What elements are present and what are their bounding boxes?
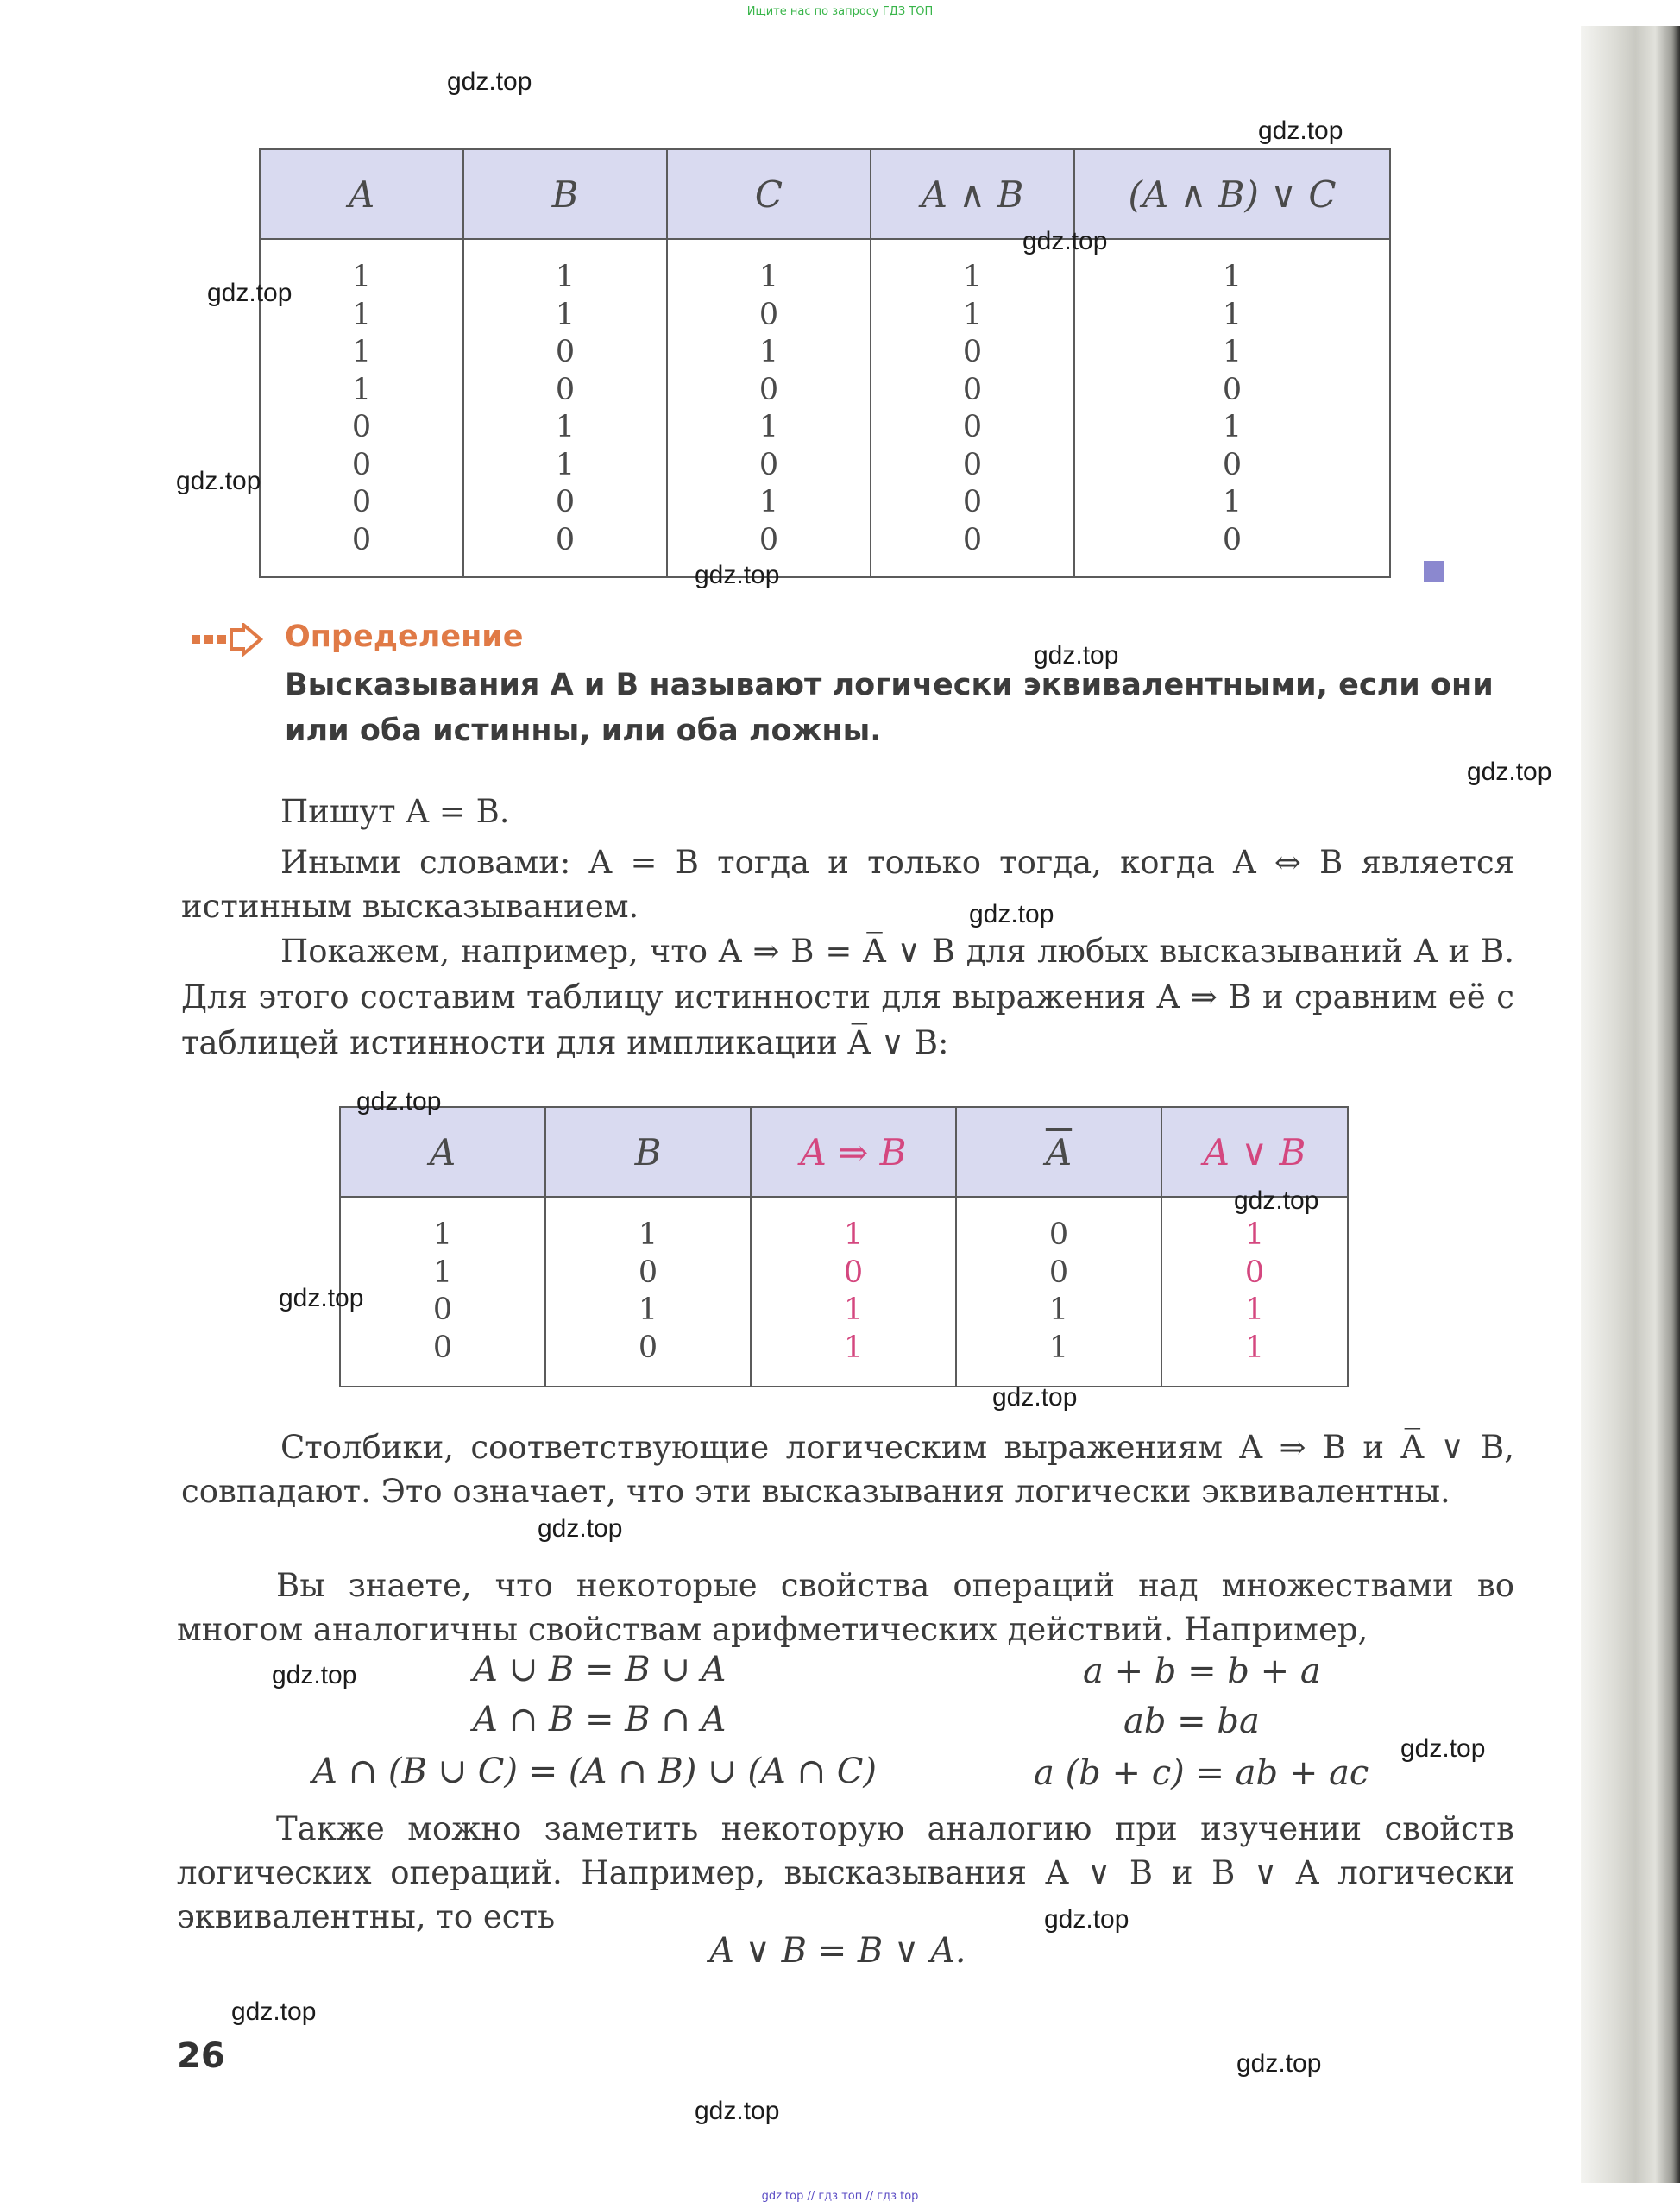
- t2-header: A ⇒ B: [751, 1107, 956, 1197]
- watermark: gdz.top: [695, 2097, 780, 2125]
- paragraph: [177, 1807, 1514, 1939]
- t1-header: A: [260, 149, 463, 239]
- truth-table-1: [259, 148, 1391, 578]
- t2-header: A: [340, 1107, 545, 1197]
- paragraph: [181, 840, 1514, 928]
- formula: A ∩ B = B ∩ A: [473, 1700, 727, 1739]
- t2-header: B: [545, 1107, 751, 1197]
- watermark: gdz.top: [279, 1284, 364, 1312]
- t1-col: 1 1 1 0 1 0 1 0: [1074, 239, 1390, 577]
- paragraph: [181, 789, 1514, 834]
- paragraph-text: Пишут A = B.: [280, 793, 510, 830]
- watermark: gdz.top: [176, 467, 261, 495]
- arrow-icon: [190, 623, 263, 657]
- watermark: gdz.top: [1234, 1186, 1319, 1215]
- definition-title: Определение: [285, 620, 524, 654]
- watermark: gdz.top: [969, 900, 1054, 928]
- t1-header: C: [667, 149, 871, 239]
- formula: a + b = b + a: [1083, 1651, 1321, 1691]
- t2-col: 1 0 1 1: [751, 1197, 956, 1387]
- formula: ab = ba: [1123, 1702, 1260, 1741]
- truth-table-2: [339, 1106, 1349, 1387]
- bottom-note: gdz top // гдз топ // гдз top: [761, 2190, 919, 2203]
- t2-header: A ∨ B: [1161, 1107, 1348, 1197]
- end-marker-square: [1424, 561, 1444, 582]
- paragraph: [177, 1563, 1514, 1651]
- watermark: gdz.top: [1400, 1734, 1486, 1763]
- watermark: gdz.top: [1236, 2049, 1322, 2078]
- t1-col: 1 1 1 1 0 0 0 0: [260, 239, 463, 577]
- top-note: Ищите нас по запросу ГДЗ ТОП: [746, 5, 934, 18]
- paragraph: [181, 1425, 1514, 1513]
- watermark: gdz.top: [1022, 227, 1108, 255]
- watermark: gdz.top: [538, 1514, 623, 1543]
- watermark: gdz.top: [1467, 758, 1552, 786]
- formula: A ∩ (B ∪ C) = (A ∩ B) ∪ (A ∩ C): [312, 1752, 877, 1791]
- t1-col: 1 1 0 0 0 0 0 0: [871, 239, 1074, 577]
- paragraph-text: Вы знаете, что некоторые свойства операций над множествами во многом аналогичны свойствам арифметических действий. Например,: [177, 1567, 1514, 1648]
- t2-col: 0 0 1 1: [956, 1197, 1161, 1387]
- watermark: gdz.top: [447, 67, 532, 96]
- page-number: 26: [177, 2036, 225, 2076]
- formula: a (b + c) = ab + ac: [1034, 1753, 1369, 1793]
- t1-header: (A ∧ B) ∨ C: [1074, 149, 1390, 239]
- definition-text: Высказывания A и B называют логически эквивалентными, если они или оба истинны, или оба ложны.: [285, 668, 1494, 748]
- formula: A ∪ B = B ∪ A: [473, 1650, 727, 1689]
- watermark: gdz.top: [695, 561, 780, 589]
- t1-header: B: [463, 149, 667, 239]
- paragraph: [181, 928, 1514, 1066]
- t2-col: 1 0 1 1: [1161, 1197, 1348, 1387]
- paragraph-text: Столбики, соответствующие логическим выражениям A ⇒ B и A̅ ∨ B, совпадают. Это означает, что эти высказывания логически эквивалентны.: [181, 1429, 1514, 1510]
- book-page-edge: [1581, 26, 1680, 2183]
- formula: A ∨ B = B ∨ A.: [709, 1931, 966, 1971]
- t1-header: A ∧ B: [871, 149, 1074, 239]
- t2-col: 1 0 1 0: [545, 1197, 751, 1387]
- paragraph-text: Также можно заметить некоторую аналогию при изучении свойств логических операций. Например, высказывания A ∨ B и B ∨ A логически эквивалентны, то есть: [177, 1810, 1514, 1935]
- watermark: gdz.top: [207, 279, 293, 307]
- t1-col: 1 1 0 0 1 1 0 0: [463, 239, 667, 577]
- t1-col: 1 0 1 0 1 0 1 0: [667, 239, 871, 577]
- t2-col: 1 1 0 0: [340, 1197, 545, 1387]
- paragraph-text: Иными словами: A = B тогда и только тогда, когда A ⇔ B является истинным высказыванием.: [181, 844, 1514, 925]
- paragraph-text: Покажем, например, что A ⇒ B = A̅ ∨ B для любых высказываний A и B. Для этого составим таблицу истинности для выражения A ⇒ B и сравним её с таблицей истинности для импликации A̅ ∨ B:: [181, 933, 1514, 1061]
- watermark: gdz.top: [1258, 116, 1343, 145]
- watermark: gdz.top: [231, 1997, 317, 2026]
- watermark: gdz.top: [1034, 641, 1119, 670]
- watermark: gdz.top: [992, 1383, 1078, 1412]
- watermark: gdz.top: [356, 1087, 442, 1116]
- watermark: gdz.top: [1044, 1905, 1129, 1934]
- watermark: gdz.top: [272, 1661, 357, 1689]
- t2-header: $\overline{A}$: [956, 1107, 1161, 1197]
